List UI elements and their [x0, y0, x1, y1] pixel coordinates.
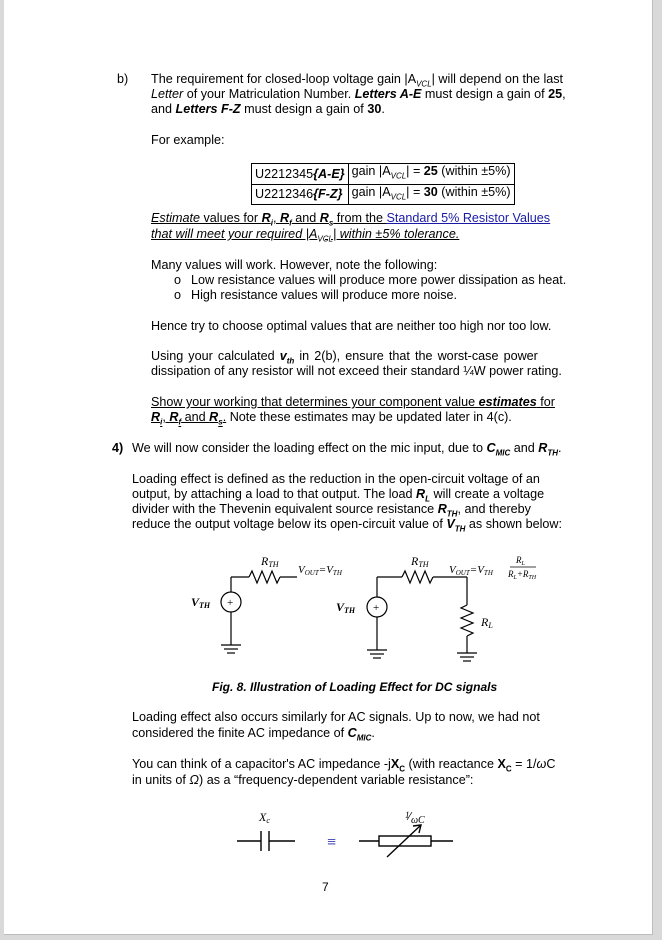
svg-text:VOUT=VTH: VOUT=VTH	[298, 564, 342, 577]
estimate-line-1: Estimate values for $R_i$, $R_f$ and $R_s$ from the Standard 5% Resistor Values	[151, 211, 551, 228]
ac-line-4: in units of Ω) as a “frequency-dependent variable resistance”:	[132, 773, 474, 787]
table-cell-id: U2212346{F-Z}	[252, 184, 349, 205]
svg-text:RL+RTH: $R_L+R_{TH}$	[508, 569, 537, 581]
power-line-1: Using your calculated $v_{th}$ in 2(b), ensure that the worst-case power	[151, 349, 538, 366]
resistor-icon	[461, 605, 473, 636]
table-row	[252, 184, 515, 205]
document-page	[4, 0, 653, 935]
svg-text:RL: RL	[481, 615, 493, 630]
resistor-icon	[249, 571, 280, 583]
fraction-numerator: 1	[405, 810, 410, 820]
table-row	[252, 164, 515, 185]
page-number: 7	[322, 880, 329, 894]
table-cell-gain: gain $|A_{VCL}| = 25$ (within ±5%)	[348, 164, 514, 185]
capacitor-equivalence-figure	[229, 805, 469, 860]
vth-source-label: V	[336, 600, 345, 614]
svg-text:VTH: VTH	[336, 600, 356, 615]
resistor-values-link[interactable]: Standard 5% Resistor Values	[386, 211, 551, 225]
section-b-line-1: The requirement for closed-loop voltage gain $|A_{VCL}|$ will depend on the last	[151, 72, 564, 89]
plus-sign: +	[373, 602, 380, 614]
loading-line-4: reduce the output voltage below its open-circuit value of $V_{TH}$ as shown below:	[132, 517, 563, 534]
equivalence-symbol: ≡	[327, 834, 337, 851]
example-label: For example:	[151, 133, 225, 147]
notes-intro: Many values will work. However, note the following:	[151, 258, 438, 272]
loading-line-1: Loading effect is defined as the reduction in the open-circuit voltage of an	[132, 472, 540, 486]
optimal-note: Hence try to choose optimal values that are neither too high nor too low.	[151, 319, 552, 333]
bullet-item: High resistance values will produce more noise.	[191, 288, 457, 302]
svg-text:RTH: RTH	[261, 554, 279, 569]
plus-sign: +	[227, 597, 234, 609]
bullet-item: Low resistance values will produce more power dissipation as heat.	[191, 273, 567, 287]
rth-label: R	[261, 554, 269, 568]
svg-text:VOUT=VTH: VOUT=VTH	[449, 564, 493, 577]
loading-effect-circuit	[179, 545, 559, 670]
section-4-heading: We will now consider the loading effect on the mic input, due to $C_{MIC}$ and $R_{TH}$.	[132, 441, 562, 458]
vth-source-label: V	[191, 595, 200, 609]
rth-label: R	[411, 554, 419, 568]
show-line-2: $R_i$, $R_f$ and $R_s$. Note these estimates may be updated later in 4(c).	[151, 410, 512, 427]
fraction-denominator: R	[508, 569, 514, 579]
section-b-line-3: and Letters F-Z must design a gain of 30.	[151, 102, 385, 116]
xc-label: X	[259, 810, 267, 824]
loading-line-3: divider with the Thevenin equivalent source resistance $R_{TH}$, and thereby	[132, 502, 531, 519]
bullet-marker: o	[174, 273, 182, 287]
section-4-marker: 4)	[112, 441, 124, 455]
table-cell-gain: gain $|A_{VCL}| = 30$ (within ±5%)	[348, 184, 514, 205]
table-cell-id: U2212345{A-E}	[252, 164, 349, 185]
loading-line-2: output, by attaching a load to that output. The load $R_L$ will create a voltage	[132, 487, 545, 504]
ac-line-3: You can think of a capacitor's AC impedance $-jX_C$ (with reactance $X_C = 1/\omega C$	[132, 757, 556, 774]
svg-text:VTH: VTH	[191, 595, 211, 610]
svg-text:RL: $R_L$	[516, 555, 525, 567]
section-b-line-2: Letter of your Matriculation Number. Letters A-E must design a gain of 25,	[151, 87, 566, 101]
figure-8-caption: Fig. 8. Illustration of Loading Effect for DC signals	[212, 680, 498, 694]
section-b-marker: b)	[117, 72, 129, 86]
power-line-2: dissipation of any resistor will not exceed their standard ¼W power rating.	[151, 364, 562, 378]
estimate-line-2: that will meet your required $|A_{VCL}|$ within ±5% tolerance.	[151, 227, 460, 244]
fraction-numerator: R	[516, 555, 522, 565]
vout-label: V	[449, 564, 456, 576]
resistor-icon	[402, 571, 433, 583]
svg-text:RTH: RTH	[411, 554, 429, 569]
ac-line-1: Loading effect also occurs similarly for AC signals. Up to now, we had not	[132, 710, 540, 724]
example-table	[251, 163, 515, 205]
bullet-marker: o	[174, 288, 182, 302]
vout-label: V	[298, 564, 305, 576]
ac-line-2: considered the finite AC impedance of $C_{MIC}$.	[132, 726, 375, 743]
rl-label: R	[481, 615, 489, 629]
show-line-1: Show your working that determines your component value estimates for	[151, 395, 555, 409]
fraction-denominator: ωC	[411, 815, 425, 826]
svg-text:Xc: Xc	[259, 810, 270, 825]
